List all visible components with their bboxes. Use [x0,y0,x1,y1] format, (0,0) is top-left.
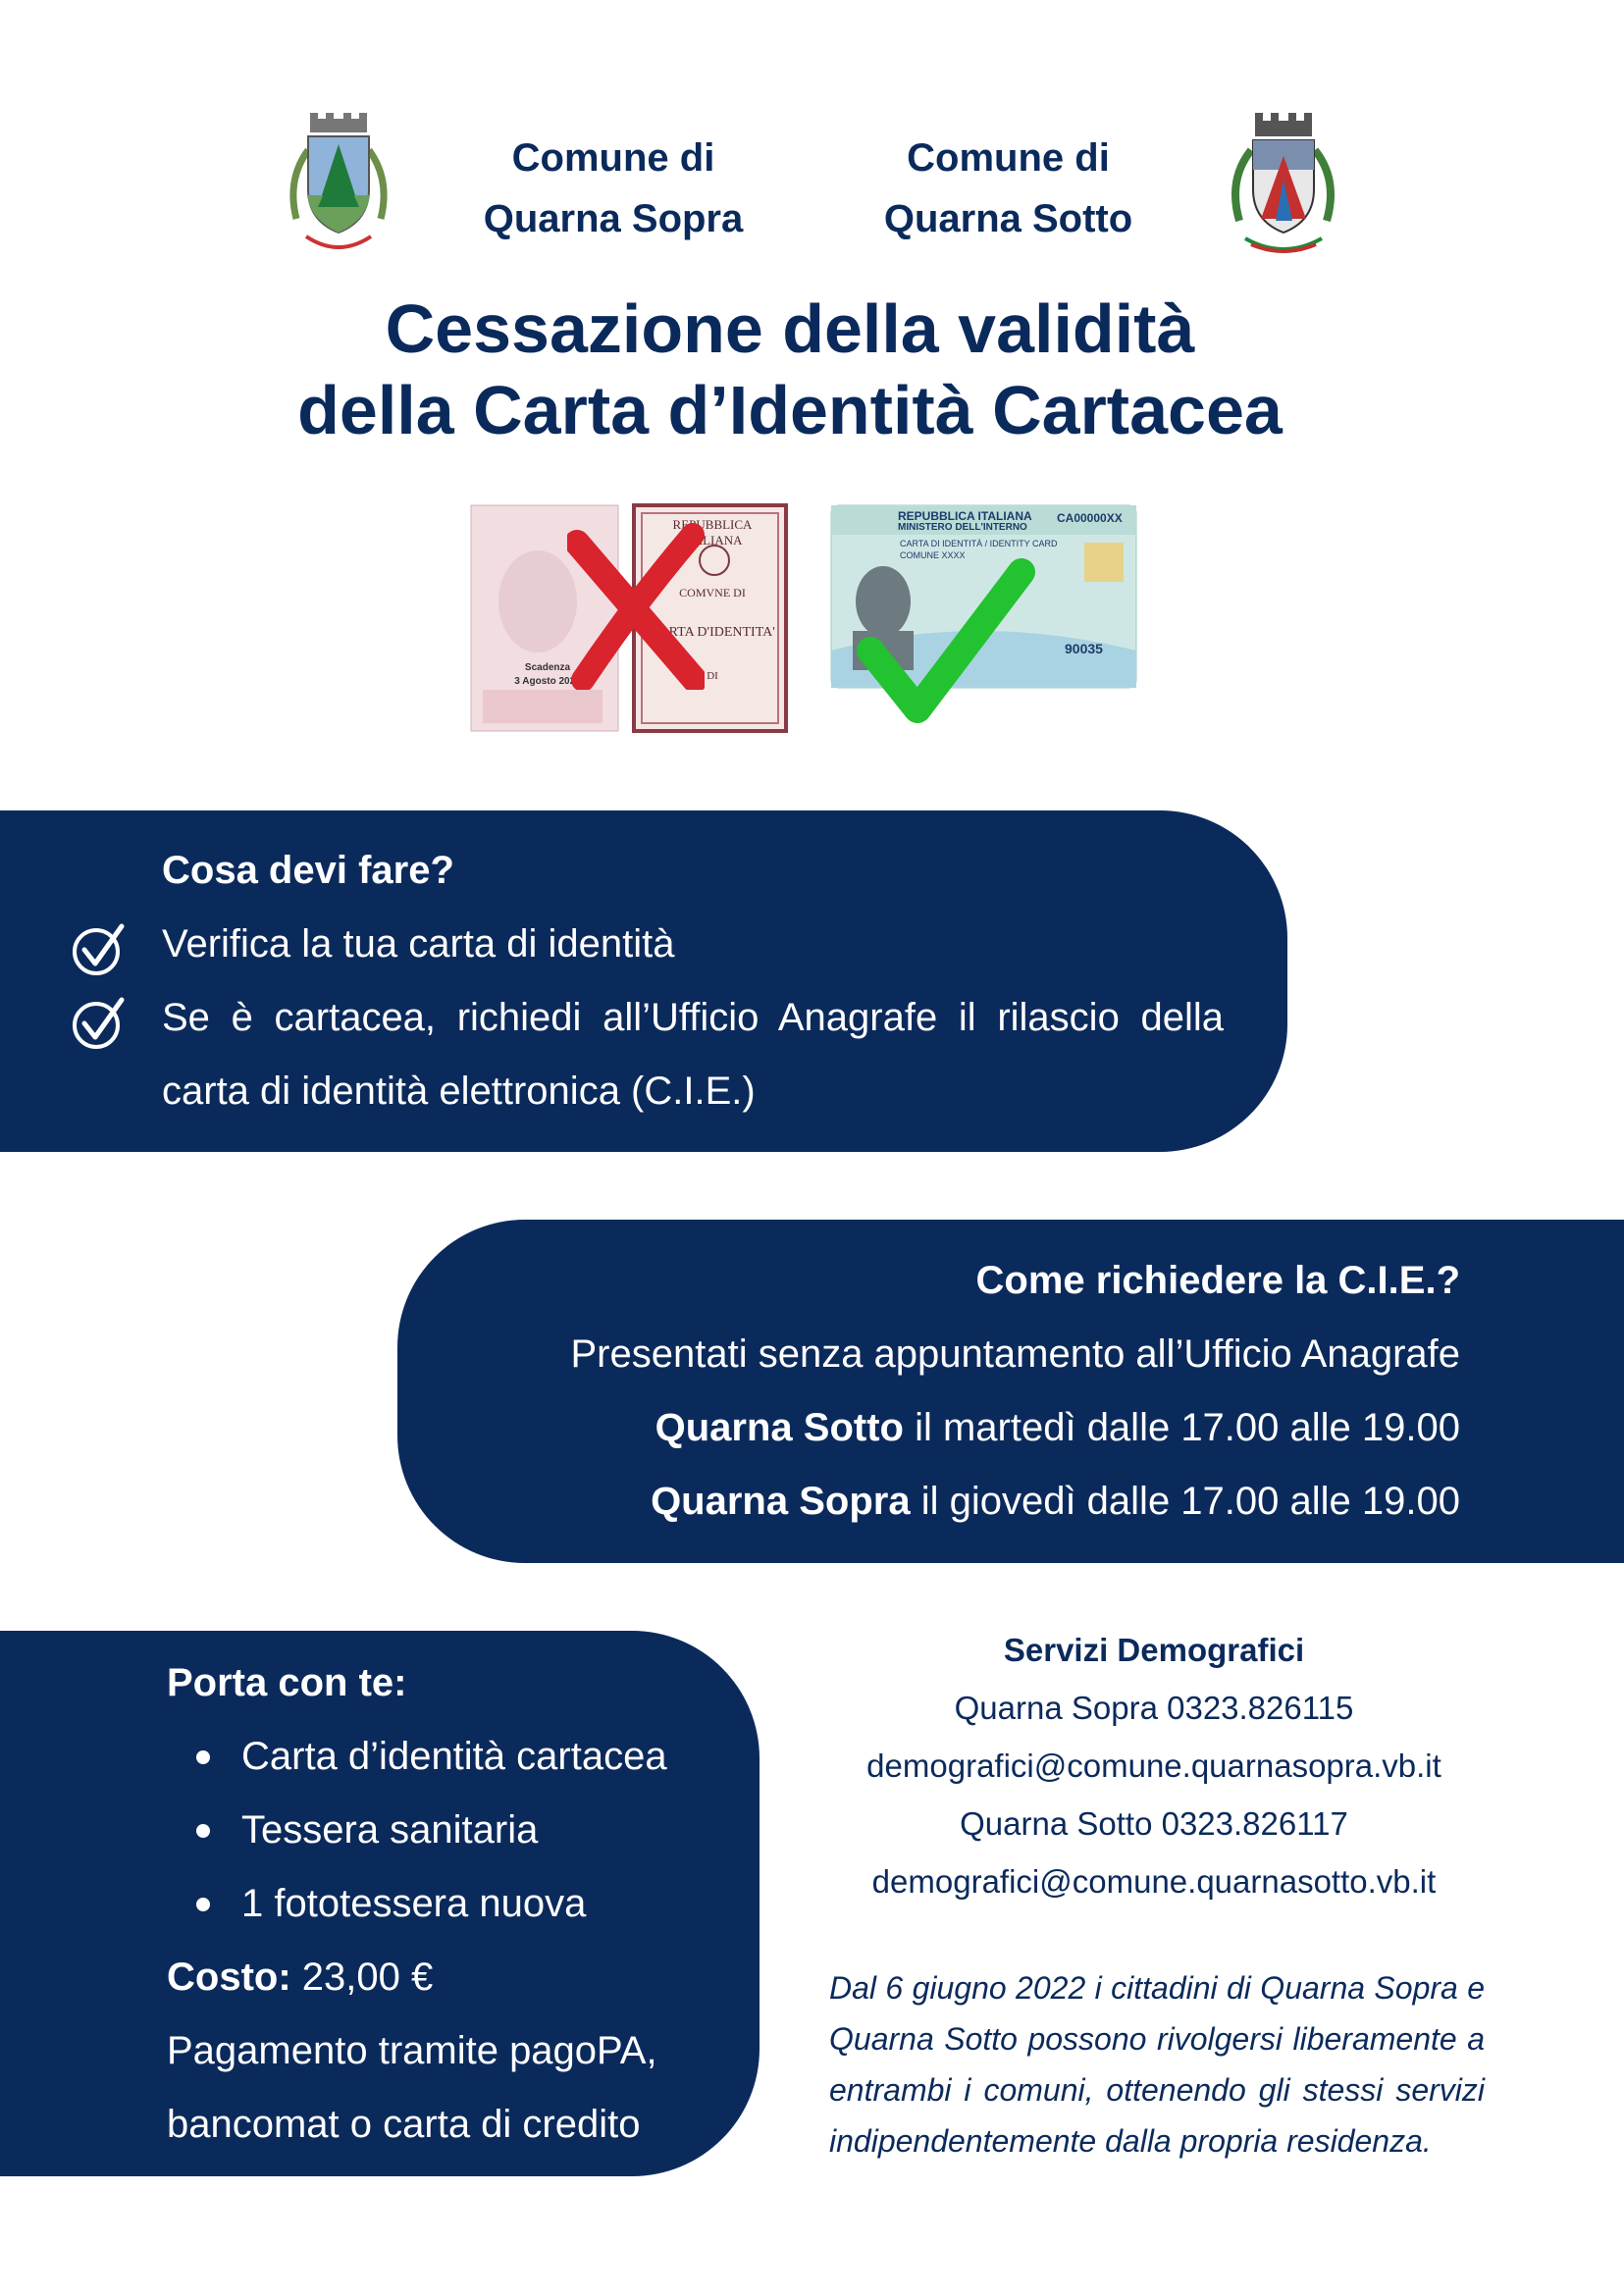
info-heading: Servizi Demografici [1003,1632,1305,1668]
panel2-heading: Come richiedere la C.I.E.? [975,1259,1460,1302]
note-line2: Quarna Sotto possono rivolgersi liberamente a [829,2021,1485,2057]
panel2-line2-hours: il martedì dalle 17.00 alle 19.00 [903,1406,1460,1449]
paper-card-di: DI [707,670,718,682]
info-sotto-email[interactable]: demografici@comune.quarnasotto.vb.it [871,1863,1437,1900]
panel2-line3-hours: il giovedì dalle 17.00 alle 19.00 [910,1480,1460,1523]
panel2-line3 [471,1465,1460,1539]
red-cross-icon [567,523,705,690]
check-circle-icon [71,994,128,1051]
bullet-icon [196,1824,210,1838]
panel1-item-2: Se è cartacea, richiedi all’Ufficio Anagrafe il rilascio della [162,996,1224,1039]
panel3-item-1: Carta d’identità cartacea [241,1735,667,1778]
panel1-heading: Cosa devi fare? [162,849,454,892]
paper-card-header: REPUBBLICA ITALIANA [672,517,753,548]
ecard-number: CA00000XX [1057,511,1123,525]
panel3-payment-line2: bancomat o carta di credito [167,2103,641,2146]
panel3-heading: Porta con te: [167,1661,407,1704]
comune-sotto-line2: Quarna Sotto [883,197,1133,240]
paper-card-label: CARTA D'IDENTITA' [650,625,775,640]
electronic-id-card-image [829,503,1138,725]
page-title-line1: Cessazione della validità [385,290,1195,367]
panel3-item-2: Tessera sanitaria [241,1808,539,1852]
note-line4: indipendentemente dalla propria residenza. [829,2123,1432,2159]
paper-card-expiry-label: Scadenza [524,662,571,673]
info-sopra-email[interactable]: demografici@comune.quarnasopra.vb.it [866,1748,1441,1784]
panel2-line1: Presentati senza appuntamento all’Ufficio Anagrafe [570,1332,1460,1376]
ecard-header1: REPUBBLICA ITALIANA [898,509,1032,523]
cost-value: 23,00 € [290,1956,434,1999]
coat-of-arms-quarna-sotto [1222,111,1344,260]
paper-id-card-image [469,503,788,735]
panel2-line2 [471,1391,1460,1465]
page-title-line2: della Carta d’Identità Cartacea [297,372,1283,448]
panel3-cost [167,1941,433,2014]
paper-card-comune: COMVNE DI [679,586,746,600]
panel1-item-2-cont: carta di identità elettronica (C.I.E.) [162,1070,756,1113]
panel2-line2-town: Quarna Sotto [655,1406,904,1449]
bullet-icon [196,1750,210,1764]
note-line3: entrambi i comuni, ottenendo gli stessi servizi [829,2072,1485,2108]
info-sopra-phone: Quarna Sopra 0323.826115 [954,1690,1354,1726]
panel3-item-3: 1 fototessera nuova [241,1882,587,1925]
comune-sopra-line1: Comune di [511,136,715,180]
check-circle-icon [71,920,128,977]
info-sotto-phone: Quarna Sotto 0323.826117 [960,1805,1348,1842]
note-line1: Dal 6 giugno 2022 i cittadini di Quarna Sopra e [829,1970,1485,2006]
panel3-payment-line1: Pagamento tramite pagoPA, [167,2029,657,2072]
crest-icon [1222,111,1344,260]
ecard-code: 90035 [1065,641,1103,656]
ecard-header2: MINISTERO DELL'INTERNO [898,522,1027,533]
comune-sotto-line1: Comune di [907,136,1110,180]
ecard-subtitle: CARTA DI IDENTITÀ / IDENTITY CARD [900,539,1058,548]
green-check-icon [849,552,1035,729]
panel2-line3-town: Quarna Sopra [651,1480,911,1523]
crest-icon [279,111,398,260]
comune-sopra-line2: Quarna Sopra [483,197,744,240]
coat-of-arms-quarna-sopra [279,111,398,260]
cost-label: Costo: [167,1956,291,1999]
paper-card-expiry-date: 3 Agosto 2026 [514,676,581,687]
panel1-item-1: Verifica la tua carta di identità [162,922,675,965]
bullet-icon [196,1898,210,1911]
ecard-comune: COMUNE XXXX [900,550,966,560]
